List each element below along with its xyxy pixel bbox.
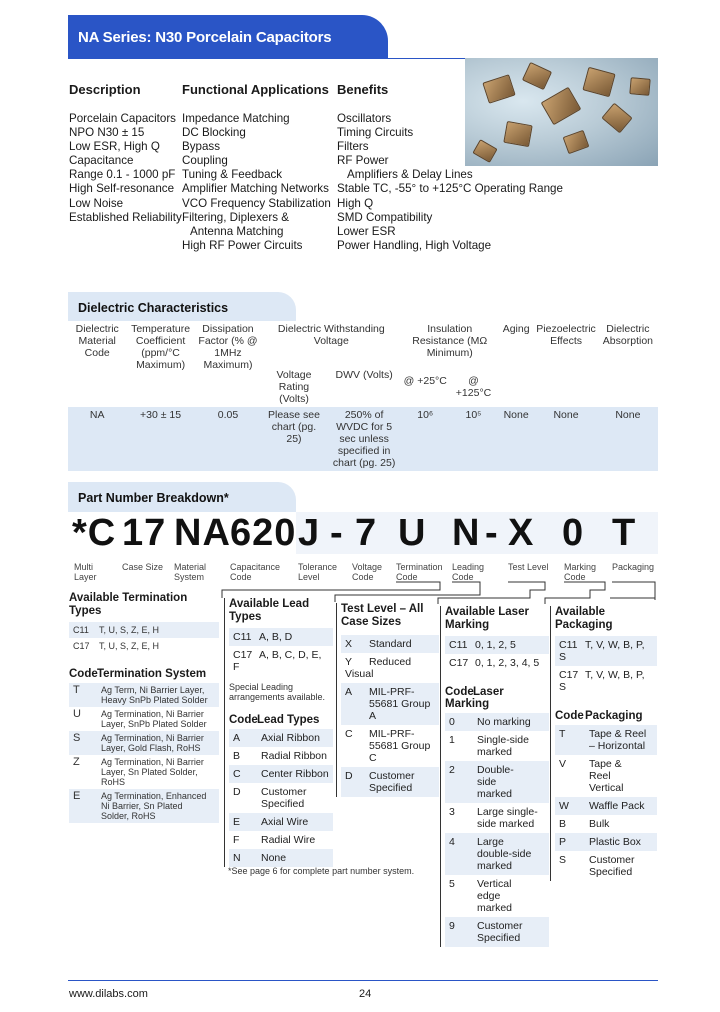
footnote: *See page 6 for complete part number system. — [228, 866, 415, 876]
lead-panel: Available Lead Types C11 A, B, D C17 A, B, C, D, E, F Special Leading arrangements available. CodeLead Types A Axial Ribbon B Radial Ribbon C Center Ribbon D Customer Specified E Axial Wire F Radial Wire N None — [224, 598, 333, 867]
test-level-panel: Test Level – All Case Sizes X Standard Y Reduced Visual A MIL-PRF-55681 Group A C MIL-PRF-55681 Group C D Customer Specified — [336, 603, 439, 797]
pn-marking: 0 — [562, 512, 585, 554]
footer-url[interactable]: www.dilabs.com — [69, 988, 148, 1000]
pn-material: NA — [174, 512, 231, 554]
benefits-list: Oscillators Timing Circuits Filters RF Power Amplifiers & Delay Lines Stable TC, -55° to +125°C Operating Range High Q SMD Compatibility Lower ESR Power Handling, High Voltage — [337, 112, 563, 252]
pn-case: 17 — [122, 512, 167, 554]
applications-list: Impedance Matching DC Blocking Bypass Coupling Tuning & Feedback Amplifier Matching Networks VCO Frequency Stabilization Filtering, Diplexers & Antenna Matching High RF Power Circuits — [182, 112, 331, 252]
benefits-heading: Benefits — [337, 82, 389, 97]
pn-capacitance: 620 — [230, 512, 297, 554]
page-number: 24 — [359, 988, 372, 1000]
dielectric-table: Dielectric Material Code Temperature Coefficient (ppm/°C Maximum) Dissipation Factor (% @ 1MHz Maximum) Dielectric Withstanding Voltage Insulation Resistance (MΩ Minimum) Aging Piezoelectric Effects Dielectric Absorption Voltage Rating (Volts) DWV (Volts) @ +25°C @ +125°C NA +30 ± 15 0.05 Please see chart (pg. 25) 250% of WVDC for 5 sec unless specified in chart (pg. 25) 10⁶ 10⁵ None None None — [68, 321, 658, 471]
description-list: Porcelain Capacitors NPO N30 ± 15 Low ESR, High Q Capacitance Range 0.1 - 1000 pF High Self-resonance Low Noise Established Reliability — [69, 112, 182, 224]
pn-multilayer: *C — [72, 512, 117, 554]
pn-dash-2: - — [485, 512, 499, 554]
description-heading: Description — [69, 82, 141, 97]
pn-tolerance: J — [298, 512, 321, 554]
dielectric-section-header: Dielectric Characteristics — [68, 292, 296, 322]
pn-voltage: 7 — [355, 512, 378, 554]
termination-panel: Available Termination Types C11 T, U, S, Z, E, H C17 T, U, S, Z, E, H CodeTermination System T Ag Term, Ni Barrier Layer, Heavy SnPb Plated Solder U Ag Termination, Ni Barrier Layer, SnPb Plated Solder S Ag Termination, Ni Barrier Layer, Gold Flash, RoHS Z Ag Termination, Ni Barrier Layer, Sn Plated Solder, RoHS E Ag Termination, Enhanced Ni Barrier, Sn Plated Solder, RoHS — [69, 592, 219, 823]
page-title: NA Series: N30 Porcelain Capacitors — [78, 29, 332, 46]
part-number-section-header: Part Number Breakdown* — [68, 482, 296, 512]
laser-marking-panel: Available Laser Marking C11 0, 1, 2, 5 C17 0, 1, 2, 3, 4, 5 CodeLaser Marking 0 No marking 1 Single-side marked 2 Double-side marked 3 Large single-side marked 4 Large double-side marked 5 Vertical edge marked 9 Customer Specified — [440, 606, 549, 947]
pn-termination: U — [398, 512, 427, 554]
pn-test: X — [508, 512, 535, 554]
pn-leading: N — [452, 512, 481, 554]
packaging-panel: Available Packaging C11 T, V, W, B, P, S C17 T, V, W, B, P, S CodePackaging T Tape & Reel – Horizontal V Tape & Reel Vertical W Waffle Pack B Bulk P Plastic Box S Customer Specified — [550, 606, 657, 881]
applications-heading: Functional Applications — [182, 82, 329, 97]
pn-dash-1: - — [330, 512, 344, 554]
pn-packaging: T — [612, 512, 637, 554]
